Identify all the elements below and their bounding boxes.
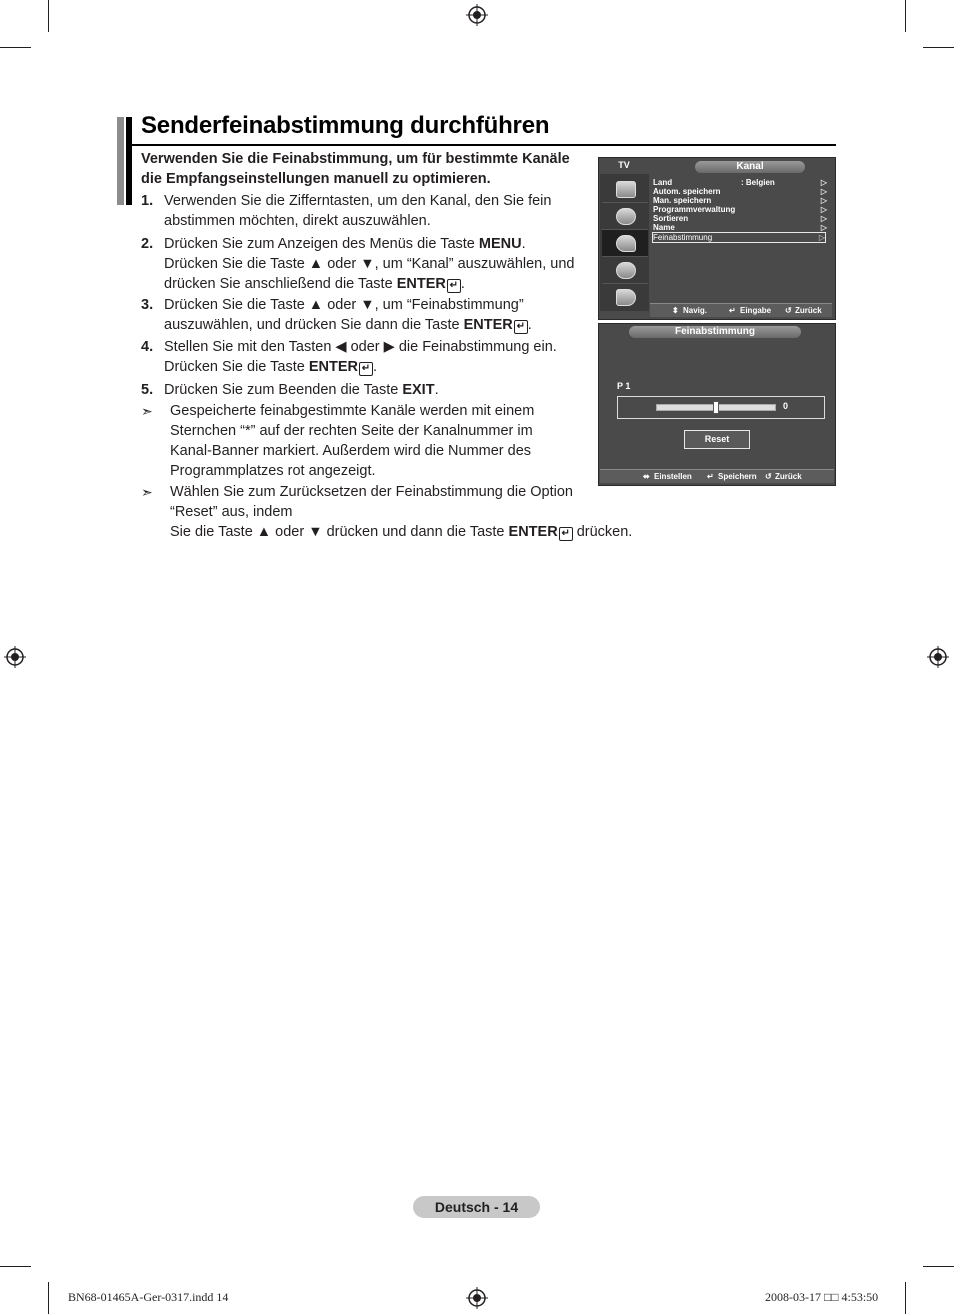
picture-menu-icon	[602, 176, 648, 203]
arrow-right-icon: ▷	[820, 178, 827, 187]
osd-item-programmverwaltung[interactable]	[653, 205, 827, 214]
key-exit: EXIT	[402, 382, 435, 398]
crop-mark	[905, 0, 906, 32]
osd-footer-enter: Eingabe	[740, 306, 772, 315]
heading-accent-bar	[117, 117, 124, 205]
osd-item-label: Autom. speichern	[653, 187, 721, 196]
step-1	[141, 191, 591, 231]
arrow-right-icon: ▷	[818, 233, 825, 242]
registration-mark-icon	[466, 1287, 488, 1309]
step-text: .	[372, 359, 377, 375]
step-2	[141, 234, 591, 294]
arrow-right-icon: ▷	[820, 187, 827, 196]
intro-line: die Empfangseinstellungen manuell zu optimieren.	[141, 171, 491, 187]
osd-channel-menu	[598, 157, 836, 320]
return-icon: ↺	[765, 472, 772, 481]
osd-source-label: TV	[618, 160, 630, 170]
key-enter: ENTER	[396, 276, 446, 292]
key-enter: ENTER	[463, 317, 513, 333]
enter-icon: ↵	[729, 306, 736, 315]
note-line: Wählen Sie zum Zurücksetzen der Feinabstimmung die Option	[170, 484, 573, 500]
reset-button[interactable]: Reset	[684, 430, 750, 449]
step-3	[141, 295, 591, 335]
step-text: .	[434, 382, 439, 398]
finetune-slider-box	[617, 396, 825, 419]
step-text: drücken Sie anschließend die Taste	[164, 276, 397, 292]
slider-thumb[interactable]	[713, 401, 719, 414]
key-enter: ENTER	[508, 524, 558, 540]
note-text: drücken.	[572, 524, 633, 540]
step-number: 5.	[141, 382, 154, 398]
step-line	[164, 380, 591, 400]
note-arrow-icon: ➣	[141, 403, 153, 419]
osd-finetune-menu	[598, 323, 836, 486]
finetune-slider[interactable]	[656, 404, 776, 411]
osd-item-label: Land	[653, 178, 673, 187]
osd-sidebar	[600, 174, 649, 311]
osd-footer-back: Zurück	[795, 306, 822, 315]
step-line: Drücken Sie die Taste ▲ oder ▼, um “Feinabstimmung”	[164, 297, 524, 313]
key-menu: MENU	[478, 236, 522, 252]
note-line: “Reset” aus, indem	[170, 504, 293, 520]
step-line: Verwenden Sie die Zifferntasten, um den Kanal, den Sie fein	[164, 193, 552, 209]
intro-text	[141, 149, 591, 189]
step-number: 4.	[141, 339, 154, 355]
osd-item-sortieren[interactable]	[653, 214, 827, 223]
crop-mark	[905, 1282, 906, 1314]
step-text: .	[527, 317, 532, 333]
osd-item-feinabstimmung[interactable]	[652, 232, 826, 243]
page-title: Senderfeinabstimmung durchführen	[141, 112, 550, 139]
note-2	[141, 482, 632, 542]
osd-footer-adjust: Einstellen	[654, 472, 692, 481]
osd-item-label: Man. speichern	[653, 196, 712, 205]
osd-item-land[interactable]	[653, 178, 827, 187]
registration-mark-icon	[4, 646, 26, 668]
step-text: Drücken Sie zum Anzeigen des Menüs die Taste	[164, 236, 479, 252]
osd-tab-kanal: Kanal	[695, 161, 805, 173]
crop-mark	[923, 1266, 954, 1267]
step-5	[141, 380, 591, 400]
note-arrow-icon: ➣	[141, 484, 153, 500]
finetune-value: 0	[783, 401, 789, 411]
program-number: P 1	[617, 381, 631, 391]
osd-item-label: Programmverwaltung	[653, 205, 736, 214]
nav-leftright-icon: ⬌	[643, 472, 650, 481]
step-line	[164, 274, 591, 294]
enter-icon: ↵	[707, 472, 714, 481]
arrow-right-icon: ▷	[820, 223, 827, 232]
note-line: Gespeicherte feinabgestimmte Kanäle werden mit einem	[170, 403, 535, 419]
channel-menu-icon	[602, 230, 648, 257]
input-menu-icon	[602, 284, 648, 310]
note-line: Kanal-Banner markiert. Außerdem wird die Nummer des	[170, 443, 532, 459]
crop-mark	[0, 47, 31, 48]
step-number: 1.	[141, 193, 154, 209]
registration-mark-icon	[466, 4, 488, 26]
arrow-right-icon: ▷	[820, 205, 827, 214]
key-enter: ENTER	[308, 359, 358, 375]
osd-footer-nav: Navig.	[683, 306, 708, 315]
page-number-badge: Deutsch - 14	[413, 1196, 540, 1218]
registration-mark-icon	[927, 646, 949, 668]
step-text: Drücken Sie zum Beenden die Taste	[164, 382, 403, 398]
osd-footer-save: Speichern	[718, 472, 757, 481]
step-number: 2.	[141, 236, 154, 252]
step-text: .	[460, 276, 465, 292]
step-text: auszuwählen, und drücken Sie dann die Taste	[164, 317, 464, 333]
osd-footer	[600, 469, 834, 483]
step-line: Stellen Sie mit den Tasten ◀ oder ▶ die Feinabstimmung ein.	[164, 339, 557, 355]
arrow-right-icon: ▷	[820, 214, 827, 223]
setup-menu-icon	[602, 257, 648, 284]
osd-item-label: Feinabstimmung	[653, 233, 713, 242]
slug-date: 2008-03-17 □□ 4:53:50	[765, 1290, 879, 1304]
intro-line: Verwenden Sie die Feinabstimmung, um für bestimmte Kanäle	[141, 151, 570, 167]
enter-icon: ↵	[359, 362, 373, 376]
slug-file: BN68-01465A-Ger-0317.indd 14	[68, 1290, 229, 1304]
title-rule	[132, 144, 836, 146]
heading-accent-bar	[126, 117, 132, 205]
arrow-right-icon: ▷	[820, 196, 827, 205]
osd-item-label: Sortieren	[653, 214, 689, 223]
step-line: Drücken Sie die Taste ▲ oder ▼, um “Kanal” auszuwählen, und	[164, 256, 575, 272]
sound-menu-icon	[602, 203, 648, 230]
crop-mark	[0, 1266, 31, 1267]
osd-item-name[interactable]	[653, 223, 827, 232]
enter-icon: ↵	[514, 320, 528, 334]
step-line	[164, 234, 591, 254]
enter-icon: ↵	[447, 279, 461, 293]
step-line	[164, 357, 591, 377]
note-line: Programmplatzes rot angezeigt.	[170, 463, 376, 479]
osd-footer	[650, 303, 832, 317]
note-1	[141, 401, 534, 481]
step-4	[141, 337, 591, 377]
osd-item-autom-speichern[interactable]	[653, 187, 827, 196]
osd-item-label: Name	[653, 223, 675, 232]
enter-icon: ↵	[559, 527, 573, 541]
note-line: Sternchen “*” auf der rechten Seite der Kanalnummer im	[170, 423, 533, 439]
crop-mark	[48, 1282, 49, 1314]
step-line: abstimmen möchten, direkt auszuwählen.	[164, 213, 431, 229]
note-line	[170, 522, 632, 542]
note-text: Sie die Taste ▲ oder ▼ drücken und dann die Taste	[170, 524, 509, 540]
osd-item-man-speichern[interactable]	[653, 196, 827, 205]
step-number: 3.	[141, 297, 154, 313]
step-line	[164, 315, 591, 335]
nav-updown-icon: ⬍	[672, 306, 679, 315]
osd-item-value: : Belgien	[741, 178, 775, 187]
step-text: .	[521, 236, 526, 252]
osd-footer-back: Zurück	[775, 472, 802, 481]
crop-mark	[923, 47, 954, 48]
osd-tab-feinabstimmung: Feinabstimmung	[629, 326, 801, 338]
return-icon: ↺	[785, 306, 792, 315]
step-text: Drücken Sie die Taste	[164, 359, 309, 375]
crop-mark	[48, 0, 49, 32]
